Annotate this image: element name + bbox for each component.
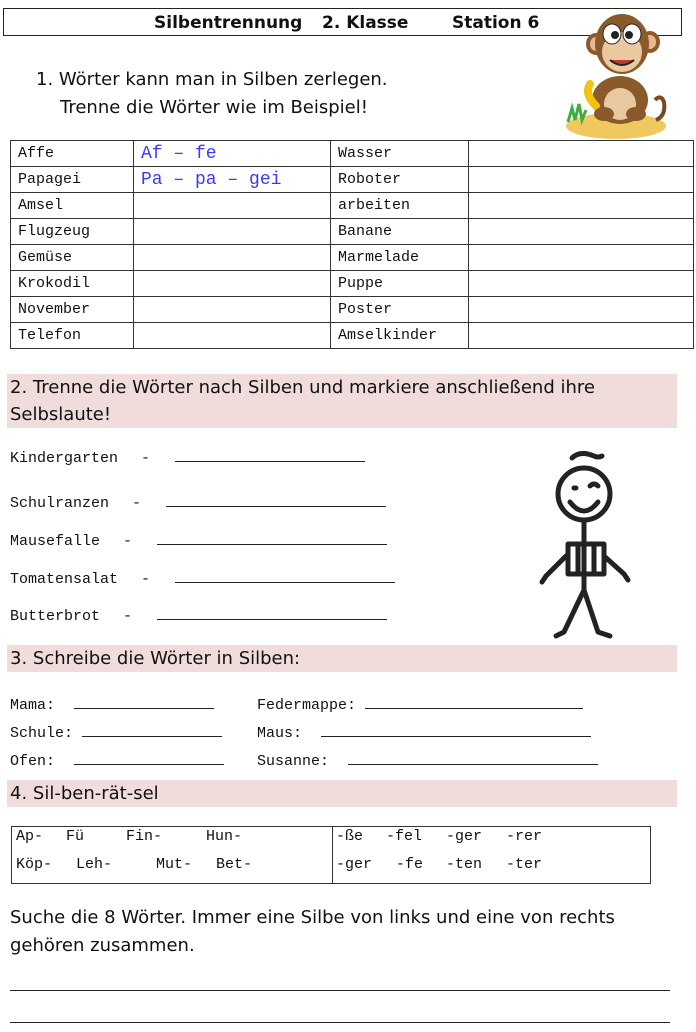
answer-line[interactable] (348, 752, 598, 765)
exercise-4-instruction (10, 904, 670, 960)
table-row (11, 141, 694, 167)
syllable: -ger (446, 828, 483, 845)
syllable: Ap- (16, 828, 44, 845)
ex3-row (10, 696, 214, 714)
table-row (11, 323, 694, 349)
ex3-row (257, 696, 583, 714)
exercise-1-line1: Wörter kann man in Silben zerlegen. (58, 69, 388, 90)
ex3-word: Mama: (10, 697, 56, 714)
puzzle-divider (332, 827, 333, 883)
syllable: -rer (506, 828, 543, 845)
exercise-2-heading (7, 374, 677, 428)
table-row (11, 167, 694, 193)
syllable: -ße (336, 828, 364, 845)
syllable: Bet- (216, 856, 253, 873)
ex2-dash: - (141, 450, 151, 467)
syllable: Leh- (76, 856, 113, 873)
exercise-2-line2: Selbslaute! (10, 404, 112, 425)
word-cell: November (11, 297, 134, 323)
header-station: Station 6 (452, 13, 540, 33)
answer-line[interactable] (175, 449, 365, 462)
syllable: -ten (446, 856, 483, 873)
word-cell: Marmelade (331, 245, 469, 271)
ex2-word: Kindergarten (10, 450, 119, 467)
ex3-row (257, 752, 598, 770)
answer-line[interactable] (321, 724, 591, 737)
table-row (11, 219, 694, 245)
syllable: -ger (336, 856, 373, 873)
syllable: Fin- (126, 828, 163, 845)
answer-cell[interactable]: Af – fe (134, 141, 331, 167)
exercise-4-heading: 4. Sil-ben-rät-sel (7, 780, 677, 807)
syllable-puzzle-box (11, 826, 651, 884)
monkey-illustration (560, 2, 672, 140)
answer-line[interactable] (82, 724, 222, 737)
answer-line[interactable] (157, 607, 387, 620)
ex3-word: Schule: (10, 725, 74, 742)
exercise-2-line1: 2. Trenne die Wörter nach Silben und markiere anschließend ihre (10, 377, 595, 398)
answer-cell[interactable] (469, 245, 694, 271)
word-cell: Gemüse (11, 245, 134, 271)
table-row (11, 193, 694, 219)
exercise-1-number: 1. (36, 69, 54, 90)
ex2-word: Mausefalle (10, 533, 101, 550)
answer-cell[interactable] (134, 297, 331, 323)
answer-line[interactable] (175, 570, 395, 583)
ex3-row (257, 724, 591, 742)
answer-cell[interactable] (469, 167, 694, 193)
answer-cell[interactable] (134, 245, 331, 271)
syllable-table (10, 140, 694, 349)
table-row (11, 297, 694, 323)
syllable: Mut- (156, 856, 193, 873)
answer-cell[interactable] (469, 297, 694, 323)
ex2-dash: - (123, 533, 133, 550)
ex2-dash: - (132, 495, 142, 512)
answer-cell[interactable] (469, 271, 694, 297)
ex2-row (10, 494, 386, 512)
word-cell: Krokodil (11, 271, 134, 297)
stick-figure-illustration (538, 448, 634, 646)
answer-line[interactable] (74, 752, 224, 765)
exercise-3-heading: 3. Schreibe die Wörter in Silben: (7, 645, 677, 672)
ex2-word: Schulranzen (10, 495, 110, 512)
ex3-word: Federmappe: (257, 697, 357, 714)
syllable: -ter (506, 856, 543, 873)
answer-cell[interactable] (134, 323, 331, 349)
word-cell: Affe (11, 141, 134, 167)
word-cell: Puppe (331, 271, 469, 297)
header-topic: Silbentrennung (154, 13, 303, 33)
table-row (11, 271, 694, 297)
ex3-word: Maus: (257, 725, 303, 742)
answer-cell[interactable] (134, 219, 331, 245)
word-cell: arbeiten (331, 193, 469, 219)
instruction-line1: Suche die 8 Wörter. Immer eine Silbe von links und eine von rechts (10, 907, 615, 928)
word-cell: Flugzeug (11, 219, 134, 245)
ex2-row (10, 570, 395, 588)
syllable: Fü (66, 828, 85, 845)
answer-cell[interactable] (469, 141, 694, 167)
ex3-word: Susanne: (257, 753, 330, 770)
word-cell: Amselkinder (331, 323, 469, 349)
ex3-word: Ofen: (10, 753, 56, 770)
answer-cell[interactable] (134, 271, 331, 297)
ex2-word: Butterbrot (10, 608, 101, 625)
answer-line[interactable] (74, 696, 214, 709)
ex2-row (10, 607, 387, 625)
word-cell: Banane (331, 219, 469, 245)
ex2-row (10, 449, 365, 467)
exercise-1-instructions (36, 66, 388, 122)
word-cell: Poster (331, 297, 469, 323)
answer-line[interactable] (10, 990, 670, 991)
answer-cell[interactable] (469, 193, 694, 219)
answer-cell[interactable]: Pa – pa – gei (134, 167, 331, 193)
table-row (11, 245, 694, 271)
word-cell: Wasser (331, 141, 469, 167)
header-grade: 2. Klasse (322, 13, 409, 33)
ex2-row (10, 532, 387, 550)
answer-cell[interactable] (469, 219, 694, 245)
syllable: Köp- (16, 856, 53, 873)
word-cell: Roboter (331, 167, 469, 193)
answer-line[interactable] (10, 1022, 670, 1023)
syllable: Hun- (206, 828, 243, 845)
syllable: -fe (396, 856, 424, 873)
answer-cell[interactable] (134, 193, 331, 219)
word-cell: Papagei (11, 167, 134, 193)
instruction-line2: gehören zusammen. (10, 935, 195, 956)
answer-line[interactable] (157, 532, 387, 545)
ex2-dash: - (123, 608, 133, 625)
word-cell: Telefon (11, 323, 134, 349)
exercise-1-line2: Trenne die Wörter wie im Beispiel! (60, 97, 368, 118)
word-cell: Amsel (11, 193, 134, 219)
answer-cell[interactable] (469, 323, 694, 349)
answer-line[interactable] (166, 494, 386, 507)
ex2-dash: - (141, 571, 151, 588)
ex3-row (10, 752, 224, 770)
answer-line[interactable] (365, 696, 583, 709)
ex3-row (10, 724, 222, 742)
ex2-word: Tomatensalat (10, 571, 119, 588)
syllable: -fel (386, 828, 423, 845)
